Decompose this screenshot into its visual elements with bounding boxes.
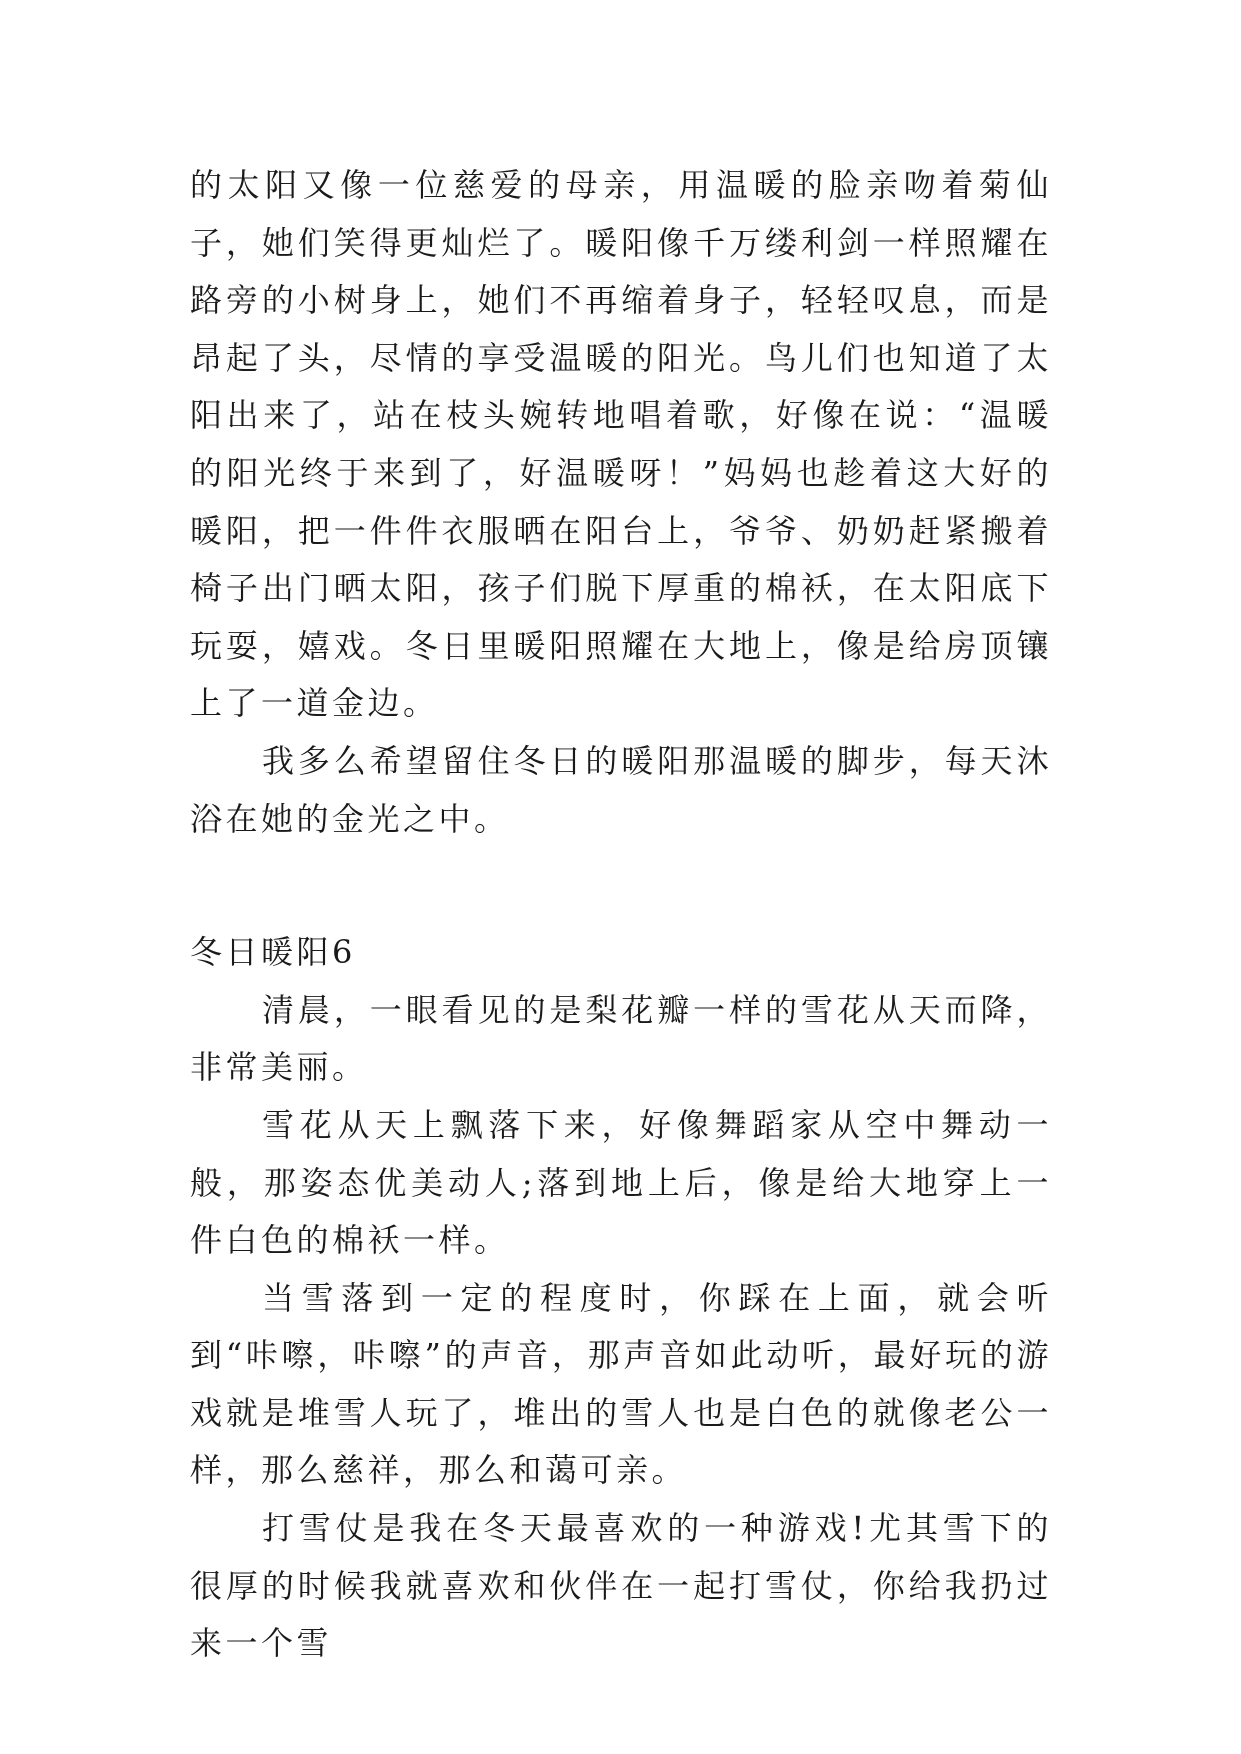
body-paragraph: 当雪落到一定的程度时，你踩在上面，就会听到“咔嚓，咔嚓”的声音，那声音如此动听，最好玩的游戏就是堆雪人玩了，堆出的雪人也是白色的就像老公一样，那么慈祥，那么和蔼可亲。 [190,1278,1052,1490]
continuation-paragraph: 的太阳又像一位慈爱的母亲，用温暖的脸亲吻着菊仙子，她们笑得更灿烂了。暖阳像千万缕利剑一样照耀在路旁的小树身上，她们不再缩着身子，轻轻叹息，而是昂起了头，尽情的享受温暖的阳光。鸟儿们也知道了太阳出来了，站在枝头婉转地唱着歌，好像在说：“温暖的阳光终于来到了，好温暖呀！”妈妈也趁着这大好的暖阳，把一件件衣服晒在阳台上，爷爷、奶奶赶紧搬着椅子出门晒太阳，孩子们脱下厚重的棉袄，在太阳底下玩耍，嬉戏。冬日里暖阳照耀在大地上，像是给房顶镶上了一道金边。 [190,166,1052,723]
body-paragraph: 雪花从天上飘落下来，好像舞蹈家从空中舞动一般，那姿态优美动人;落到地上后，像是给大地穿上一件白色的棉袄一样。 [190,1105,1052,1260]
body-paragraph: 清晨，一眼看见的是梨花瓣一样的雪花从天而降，非常美丽。 [190,990,1052,1087]
section-title: 冬日暖阳6 [190,933,356,972]
section-gap [190,848,1052,924]
document-body [190,157,1052,1673]
body-paragraph: 打雪仗是我在冬天最喜欢的一种游戏!尤其雪下的很厚的时候我就喜欢和伙伴在一起打雪仗，你给我扔过来一个雪 [190,1509,1052,1663]
closing-paragraph: 我多么希望留住冬日的暖阳那温暖的脚步，每天沐浴在她的金光之中。 [190,741,1052,838]
